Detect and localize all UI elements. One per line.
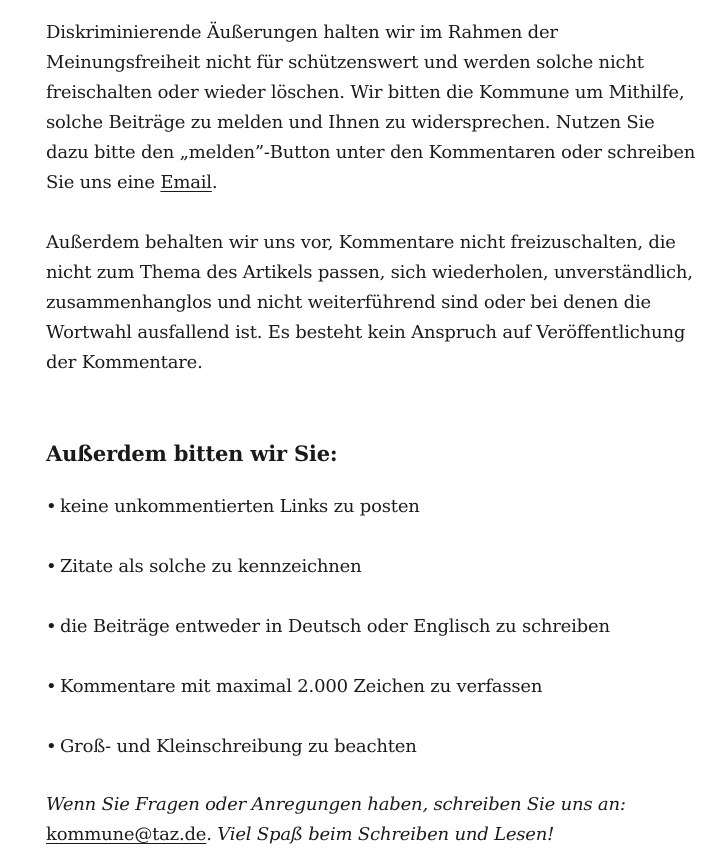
section-heading: Außerdem bitten wir Sie: <box>46 441 338 466</box>
bullet-icon: • <box>46 736 57 757</box>
bullet-icon: • <box>46 556 57 577</box>
list-item-text: Zitate als solche zu kennzeichnen <box>60 556 362 577</box>
closing-text-end: . Viel Spaß beim Schreiben und Lesen! <box>206 824 555 845</box>
paragraph-discrimination-policy <box>46 18 696 198</box>
kommune-email-link[interactable]: kommune@taz.de <box>46 824 207 845</box>
list-item <box>46 612 696 642</box>
list-item <box>46 492 696 522</box>
bullet-icon: • <box>46 616 57 637</box>
closing-text: Wenn Sie Fragen oder Anregungen haben, schreiben Sie uns an: <box>46 794 626 815</box>
closing-note <box>46 790 696 850</box>
list-item <box>46 552 696 582</box>
list-item-text: die Beiträge entweder in Deutsch oder Englisch zu schreiben <box>60 616 610 637</box>
list-item <box>46 672 696 702</box>
list-item-text: keine unkommentierten Links zu posten <box>60 496 420 517</box>
paragraph-text: Diskriminierende Äußerungen halten wir im Rahmen der Meinungsfreiheit nicht für schützenswert und werden solche nicht freischalten oder wieder löschen. Wir bitten die Kommune um Mithilfe, solche Beiträge zu melden und Ihnen zu widersprechen. Nutzen Sie dazu bitte den „melden”-Button unter den Kommentaren oder schreiben Sie uns eine <box>46 22 696 193</box>
paragraph-text-end: . <box>211 172 218 193</box>
comment-guidelines <box>46 18 696 850</box>
list-item <box>46 732 696 762</box>
guidelines-list <box>46 492 696 762</box>
paragraph-moderation-policy: Außerdem behalten wir uns vor, Kommentare nicht freizuschalten, die nicht zum Thema des Artikels passen, sich wiederholen, unverständlich, zusammenhanglos und nicht weiterführend sind oder bei denen die Wortwahl ausfallend ist. Es besteht kein Anspruch auf Veröffentlichung der Kommentare. <box>46 232 693 373</box>
list-item-text: Groß- und Kleinschreibung zu beachten <box>60 736 417 757</box>
bullet-icon: • <box>46 496 57 517</box>
list-item-text: Kommentare mit maximal 2.000 Zeichen zu verfassen <box>60 676 543 697</box>
email-link[interactable]: Email <box>160 172 212 193</box>
bullet-icon: • <box>46 676 57 697</box>
